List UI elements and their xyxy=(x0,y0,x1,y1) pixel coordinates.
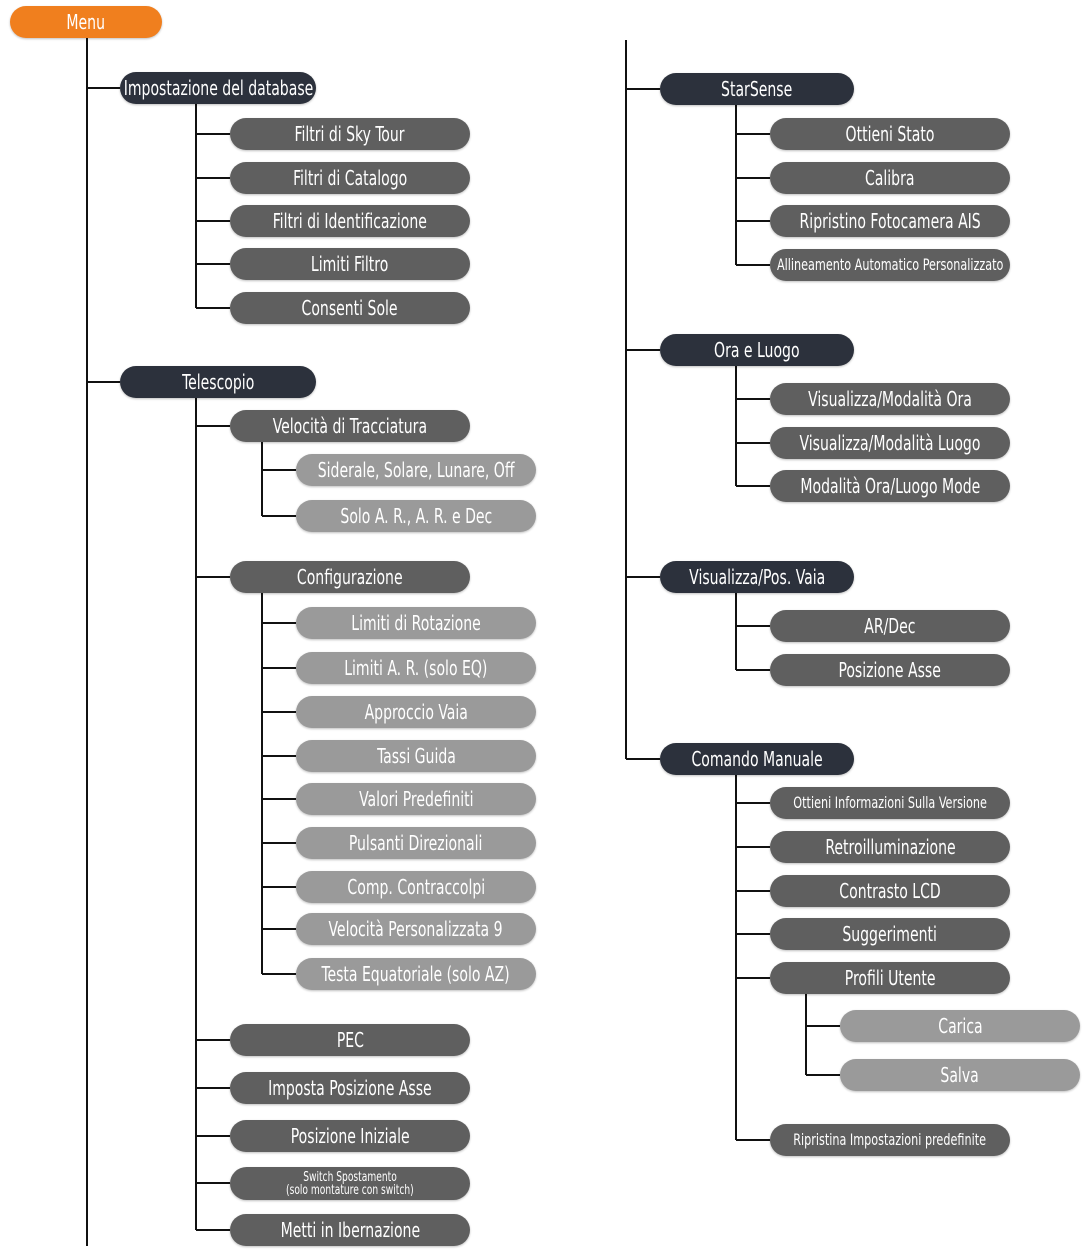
hibernate-node: Metti in Ibernazione xyxy=(230,1214,470,1246)
time-place-mode-node: Modalità Ora/Luogo Mode xyxy=(770,470,1010,502)
reset-ais-camera-node: Ripristino Fotocamera AIS xyxy=(770,205,1010,237)
default-values-node: Valori Predefiniti xyxy=(296,783,536,815)
goto-approach-node: Approccio Vaia xyxy=(296,696,536,728)
reset-defaults-node: Ripristina Impostazioni predefinite xyxy=(770,1124,1010,1156)
direction-buttons-node: Pulsanti Direzionali xyxy=(296,827,536,859)
catalog-filters-node: Filtri di Catalogo xyxy=(230,162,470,194)
view-place-mode-node: Visualizza/Modalità Luogo xyxy=(770,427,1010,459)
slew-limits-node: Limiti di Rotazione xyxy=(296,607,536,639)
tracking-rate-node: Velocità di Tracciatura xyxy=(230,410,470,442)
allow-sun-node: Consenti Sole xyxy=(230,292,470,324)
pec-node: PEC xyxy=(230,1024,470,1056)
lcd-contrast-node: Contrasto LCD xyxy=(770,875,1010,907)
custom-rate-9-node: Velocità Personalizzata 9 xyxy=(296,913,536,945)
database-settings-node: Impostazione del database xyxy=(120,72,316,104)
switch-slew-node: Switch Spostamento (solo montature con switch) xyxy=(230,1167,470,1200)
hand-control-node: Comando Manuale xyxy=(660,743,854,775)
ar-dec-node: AR/Dec xyxy=(770,610,1010,642)
view-time-mode-node: Visualizza/Modalità Ora xyxy=(770,383,1010,415)
tracking-mode-option-node: Solo A. R., A. R. e Dec xyxy=(296,500,536,532)
get-status-node: Ottieni Stato xyxy=(770,118,1010,150)
identify-filters-node: Filtri di Identificazione xyxy=(230,205,470,237)
set-axis-position-node: Imposta Posizione Asse xyxy=(230,1072,470,1104)
filter-limits-node: Limiti Filtro xyxy=(230,248,470,280)
telescope-node: Telescopio xyxy=(120,366,316,398)
ra-limits-node: Limiti A. R. (solo EQ) xyxy=(296,652,536,684)
custom-auto-align-node: Allineamento Automatico Personalizzato xyxy=(770,249,1010,281)
backlight-node: Retroilluminazione xyxy=(770,831,1010,863)
equatorial-wedge-node: Testa Equatoriale (solo AZ) xyxy=(296,958,536,990)
home-position-node: Posizione Iniziale xyxy=(230,1120,470,1152)
axis-position-node: Posizione Asse xyxy=(770,654,1010,686)
calibrate-node: Calibra xyxy=(770,162,1010,194)
time-place-node: Ora e Luogo xyxy=(660,334,854,366)
view-goto-node: Visualizza/Pos. Vaia xyxy=(660,561,854,593)
tracking-rate-option-node: Siderale, Solare, Lunare, Off xyxy=(296,454,536,486)
hints-node: Suggerimenti xyxy=(770,918,1010,950)
backlash-comp-node: Comp. Contraccolpi xyxy=(296,871,536,903)
load-profile-node: Carica xyxy=(840,1010,1080,1042)
menu-root-node: Menu xyxy=(10,6,162,38)
sky-tour-filters-node: Filtri di Sky Tour xyxy=(230,118,470,150)
starsense-node: StarSense xyxy=(660,73,854,105)
version-info-node: Ottieni Informazioni Sulla Versione xyxy=(770,787,1010,819)
save-profile-node: Salva xyxy=(840,1059,1080,1091)
guide-rates-node: Tassi Guida xyxy=(296,740,536,772)
configuration-node: Configurazione xyxy=(230,561,470,593)
user-profiles-node: Profili Utente xyxy=(770,962,1010,994)
